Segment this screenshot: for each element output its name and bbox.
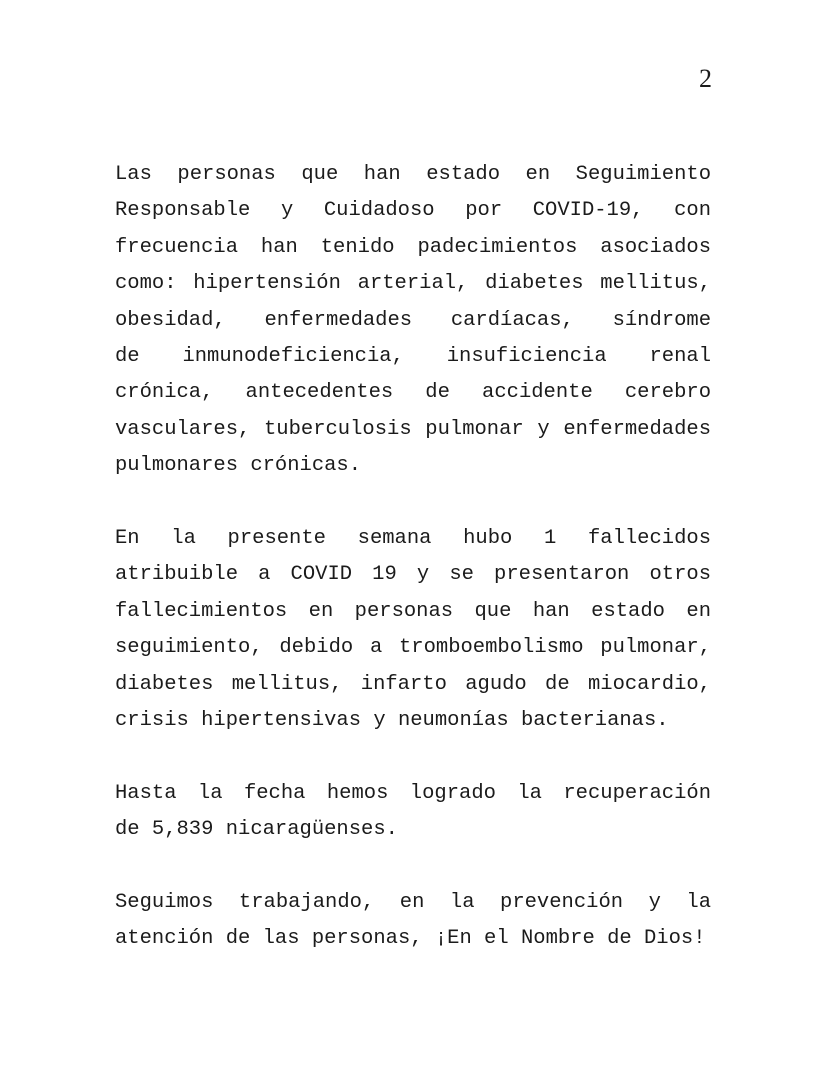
paragraph-closing [115,885,711,958]
text-line: fallecimientos en personas que han estado en [115,599,711,623]
text-line: Responsable y Cuidadoso por COVID-19, con [115,199,711,223]
text-line: pulmonares crónicas. [115,454,362,478]
text-line: atención de las personas, ¡En el Nombre de Dios! [115,927,706,951]
text-line: como: hipertensión arterial, diabetes mellitus, [115,272,711,296]
paragraph-deaths [115,521,711,739]
text-line: frecuencia han tenido padecimientos asociados [115,235,711,259]
text-line: vasculares, tuberculosis pulmonar y enfermedades [115,417,711,441]
text-line: atribuible a COVID 19 y se presentaron otros [115,563,711,587]
paragraph-recoveries [115,776,711,849]
document-body [115,157,711,958]
text-line: seguimiento, debido a tromboembolismo pulmonar, [115,636,711,660]
text-line: de 5,839 nicaragüenses. [115,818,398,842]
text-line: Hasta la fecha hemos logrado la recuperación [115,781,711,805]
text-line: En la presente semana hubo 1 fallecidos [115,527,711,551]
text-line: de inmunodeficiencia, insuficiencia renal [115,345,711,369]
text-line: Seguimos trabajando, en la prevención y la [115,891,711,915]
text-line: Las personas que han estado en Seguimiento [115,163,711,186]
paragraph-comorbidities [115,157,711,485]
text-line: crónica, antecedentes de accidente cerebro [115,381,711,405]
text-line: crisis hipertensivas y neumonías bacterianas. [115,709,669,733]
text-line: obesidad, enfermedades cardíacas, síndrome [115,308,711,332]
text-line: diabetes mellitus, infarto agudo de miocardio, [115,672,711,696]
page-number: 2 [699,64,712,93]
